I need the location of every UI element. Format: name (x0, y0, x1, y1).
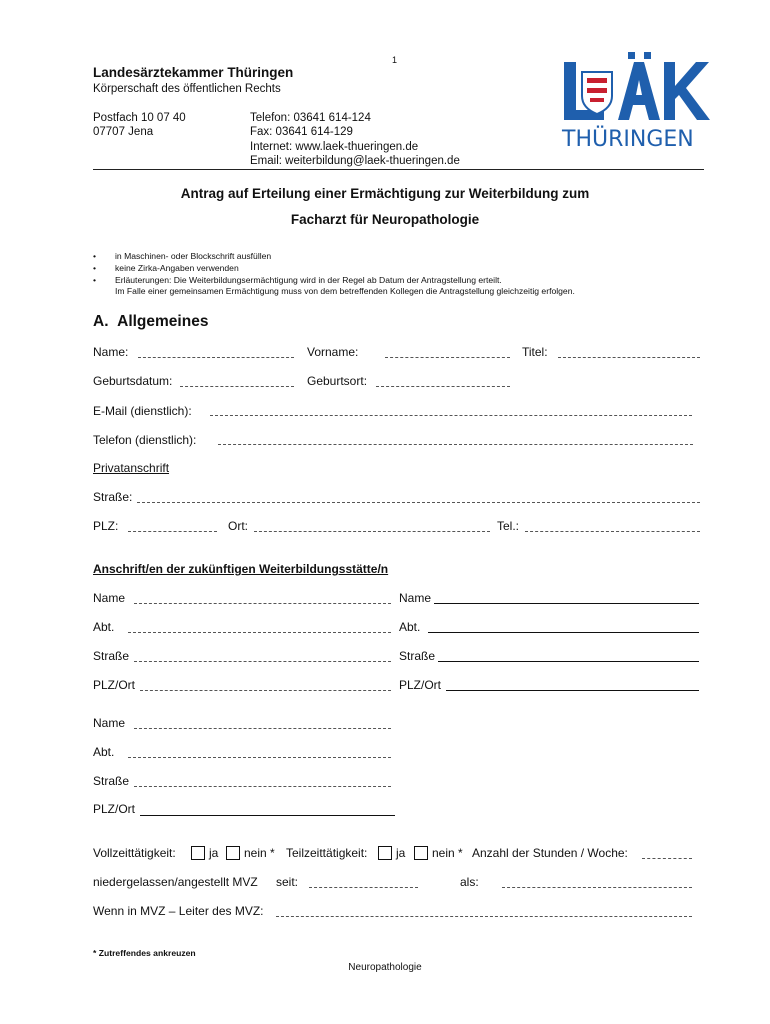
ws2-name-label: Name (399, 591, 432, 605)
ws3-name-label: Name (93, 716, 126, 730)
stunden-field[interactable] (642, 858, 692, 859)
geburtsort-field[interactable] (376, 386, 510, 387)
list-item: • keine Zirka-Angaben verwenden (93, 262, 239, 273)
geburtsort-label: Geburtsort: (307, 374, 368, 388)
mvz-leiter-label: Wenn in MVZ – Leiter des MVZ: (93, 904, 264, 918)
org-subtitle: Körperschaft des öffentlichen Rechts (93, 83, 281, 95)
section-a-heading: A. Allgemeines (93, 313, 209, 330)
teilzeit-ja-checkbox[interactable] (378, 846, 392, 860)
ws1-strasse-label: Straße (93, 649, 130, 663)
vorname-label: Vorname: (307, 345, 359, 359)
telefon-field[interactable] (218, 444, 693, 445)
strasse-field[interactable] (137, 502, 700, 503)
org-name: Landesärztekammer Thüringen (93, 65, 294, 80)
list-item: Im Falle einer gemeinsamen Ermächtigung muss von dem betreffenden Kollegen die Antragstellung gleichzeitig erfolgen. (115, 286, 575, 297)
instructions-list (93, 251, 575, 298)
ws1-strasse-field[interactable] (134, 661, 391, 662)
ws1-abt-field[interactable] (128, 632, 391, 633)
seit-field[interactable] (309, 887, 418, 888)
name-field[interactable] (138, 357, 294, 358)
fax: Fax: 03641 614-129 (250, 126, 353, 139)
ws3-abt-label: Abt. (93, 745, 115, 759)
ws3-plzort-field[interactable] (140, 815, 395, 816)
telefon: Telefon: 03641 614-124 (250, 112, 371, 124)
titel-field[interactable] (558, 357, 700, 358)
header-rule (93, 169, 704, 170)
email-field[interactable] (210, 415, 692, 416)
logo-text: THÜRINGEN (562, 127, 694, 150)
ws3-plzort-label: PLZ/Ort (93, 802, 136, 816)
ws2-abt-label: Abt. (399, 620, 421, 634)
strasse-label: Straße: (93, 490, 133, 504)
mvz-label: niedergelassen/angestellt MVZ (93, 875, 258, 889)
mvz-leiter-field[interactable] (276, 916, 692, 917)
list-item: • in Maschinen- oder Blockschrift ausfüllen (93, 251, 272, 261)
ws2-strasse-label: Straße (399, 649, 436, 663)
vollzeit-nein-checkbox[interactable] (226, 846, 240, 860)
ort-label: Ort: (228, 519, 248, 533)
teilzeit-ja-label: ja (396, 846, 406, 860)
titel-label: Titel: (522, 345, 548, 359)
vollzeit-ja-label: ja (209, 846, 219, 860)
geburtsdatum-label: Geburtsdatum: (93, 374, 173, 388)
ws2-plzort-label: PLZ/Ort (399, 678, 442, 692)
teilzeit-nein-label: nein * (432, 846, 463, 860)
postfach: Postfach 10 07 40 (93, 112, 186, 124)
ws3-strasse-field[interactable] (134, 786, 391, 787)
ws1-plzort-label: PLZ/Ort (93, 678, 136, 692)
ws2-abt-field[interactable] (428, 632, 699, 633)
geburtsdatum-field[interactable] (180, 386, 294, 387)
vollzeit-ja-checkbox[interactable] (191, 846, 205, 860)
ort-field[interactable] (254, 531, 490, 532)
als-label: als: (460, 875, 479, 889)
tel-label: Tel.: (497, 519, 520, 533)
seit-label: seit: (276, 875, 299, 889)
ws3-abt-field[interactable] (128, 757, 391, 758)
vollzeit-nein-label: nein * (244, 846, 275, 860)
ws1-name-field[interactable] (134, 603, 391, 604)
ws1-plzort-field[interactable] (140, 690, 391, 691)
ws2-name-field[interactable] (434, 603, 699, 604)
form-title: Antrag auf Erteilung einer Ermächtigung zur Weiterbildung zum (180, 186, 590, 201)
name-label: Name: (93, 345, 129, 359)
ws1-name-label: Name (93, 591, 126, 605)
plz-field[interactable] (128, 531, 217, 532)
anschrift-heading: Anschrift/en der zukünftigen Weiterbildungsstätte/n (93, 562, 389, 576)
form-title-line2: Facharzt für Neuropathologie (290, 212, 480, 227)
list-item: • Erläuterungen: Die Weiterbildungsermächtigung wird in der Regel ab Datum der Antragstellung erteilt. (93, 274, 502, 285)
ws2-strasse-field[interactable] (438, 661, 699, 662)
teilzeit-label: Teilzeittätigkeit: (286, 846, 368, 860)
privatanschrift-heading: Privatanschrift (93, 461, 170, 475)
laek-logo (560, 50, 712, 150)
page-number: 1 (392, 55, 398, 65)
ws3-name-field[interactable] (134, 728, 391, 729)
internet[interactable]: Internet: www.laek-thueringen.de (250, 140, 419, 153)
email-label: E-Mail (dienstlich): (93, 404, 192, 418)
als-field[interactable] (502, 887, 692, 888)
footnote: * Zutreffendes ankreuzen (93, 948, 196, 958)
stunden-label: Anzahl der Stunden / Woche: (472, 846, 628, 860)
tel-field[interactable] (525, 531, 700, 532)
ws1-abt-label: Abt. (93, 620, 115, 634)
telefon-label: Telefon (dienstlich): (93, 433, 197, 447)
ws3-strasse-label: Straße (93, 774, 130, 788)
contact-block (250, 111, 460, 168)
postal-address (93, 111, 186, 140)
ws2-plzort-field[interactable] (446, 690, 699, 691)
teilzeit-nein-checkbox[interactable] (414, 846, 428, 860)
vollzeit-label: Vollzeittätigkeit: (93, 846, 176, 860)
vorname-field[interactable] (385, 357, 510, 358)
plz-label: PLZ: (93, 519, 119, 533)
plz-city: 07707 Jena (93, 126, 154, 139)
email[interactable]: Email: weiterbildung@laek-thueringen.de (250, 154, 460, 167)
footer-title: Neuropathologie (348, 962, 422, 973)
